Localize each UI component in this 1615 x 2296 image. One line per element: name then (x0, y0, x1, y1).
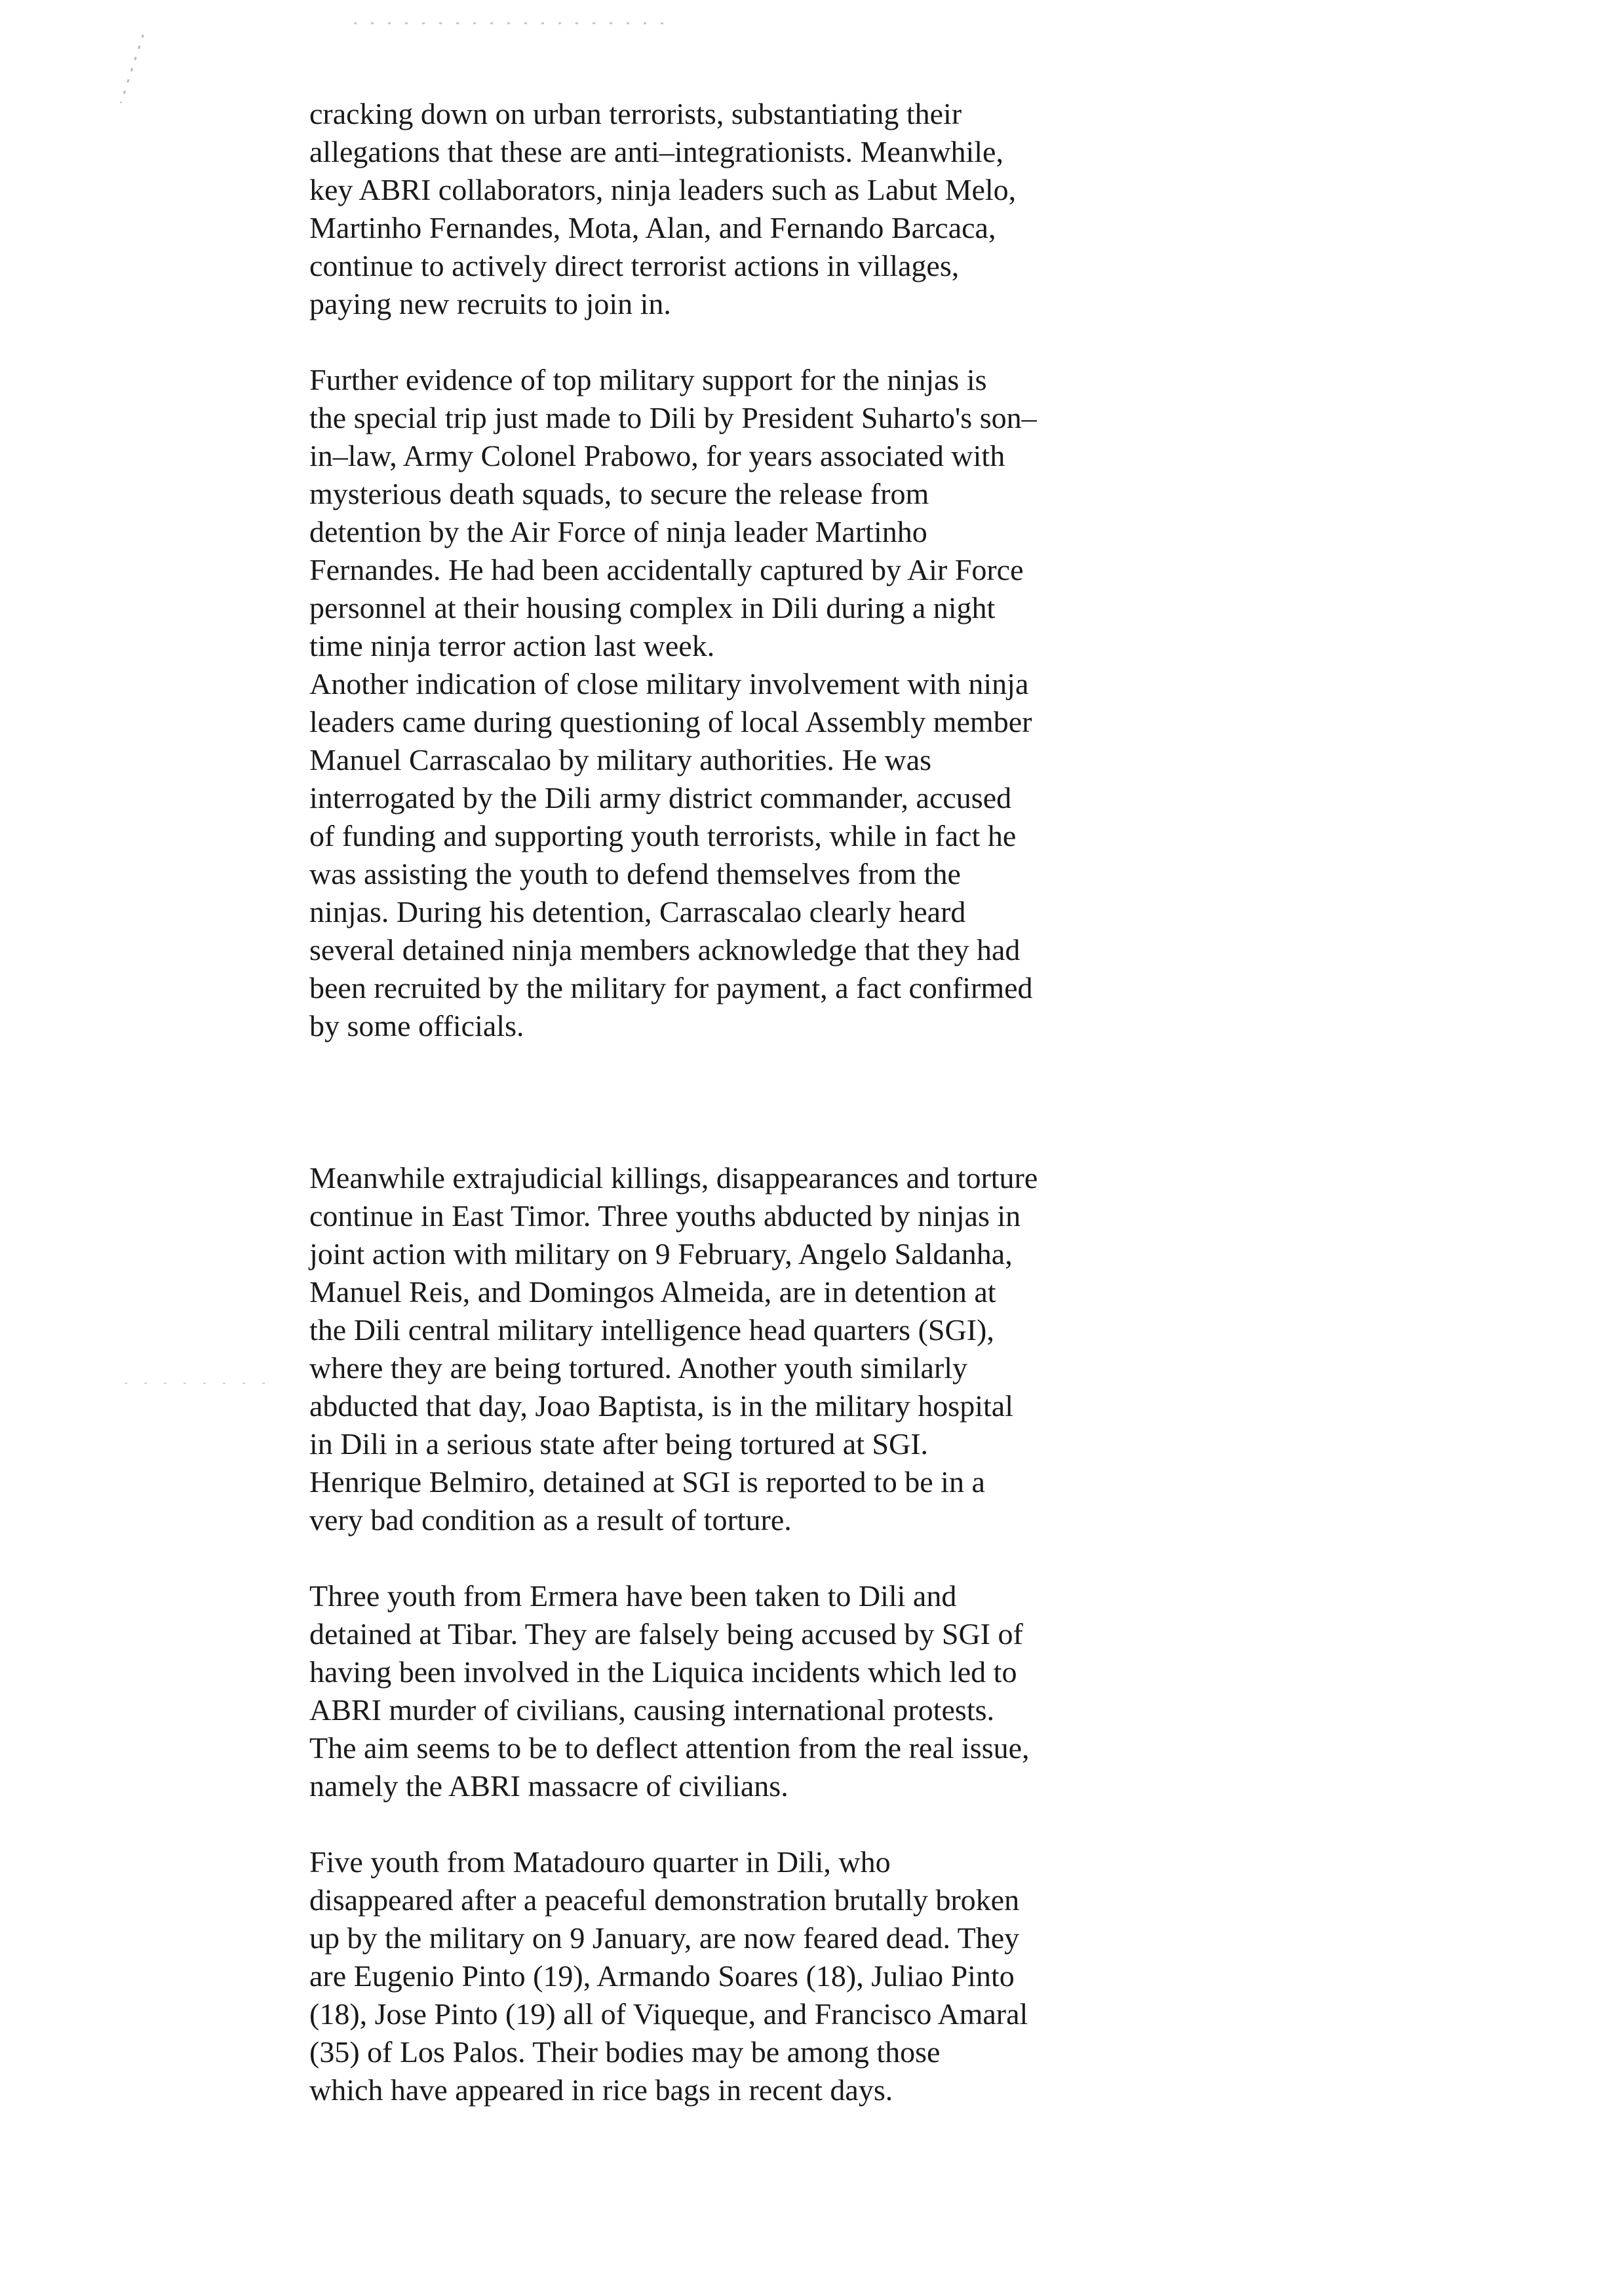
text-line: paying new recruits to join in. (309, 287, 671, 320)
text-line: Meanwhile extrajudicial killings, disappearances and torture (309, 1161, 1038, 1195)
text-line: in Dili in a serious state after being tortured at SGI. (309, 1427, 929, 1461)
text-line: cracking down on urban terrorists, substantiating their (309, 97, 962, 130)
text-line: detention by the Air Force of ninja leader Martinho (309, 515, 927, 548)
text-line: continue to actively direct terrorist actions in villages, (309, 249, 960, 282)
text-line: namely the ABRI massacre of civilians. (309, 1769, 788, 1803)
paragraph-spacer (309, 1045, 1181, 1159)
text-line: Fernandes. He had been accidentally captured by Air Force (309, 553, 1024, 586)
text-line: the special trip just made to Dili by President Suharto's son– (309, 401, 1037, 434)
text-line: interrogated by the Dili army district commander, accused (309, 781, 1012, 814)
text-line: up by the military on 9 January, are now feared dead. They (309, 1921, 1020, 1955)
text-line: been recruited by the military for payment, a fact confirmed (309, 971, 1033, 1004)
scan-artifact-top (354, 22, 669, 24)
text-line: allegations that these are anti–integrationists. Meanwhile, (309, 135, 1003, 168)
text-line: are Eugenio Pinto (19), Armando Soares (18), Juliao Pinto (309, 1959, 1015, 1993)
text-line: personnel at their housing complex in Dili during a night (309, 591, 996, 624)
text-line: Henrique Belmiro, detained at SGI is reported to be in a (309, 1465, 985, 1499)
text-line: (18), Jose Pinto (19) all of Viqueque, and Francisco Amaral (309, 1997, 1028, 2031)
text-line: (35) of Los Palos. Their bodies may be among those (309, 2035, 941, 2069)
text-line: disappeared after a peaceful demonstration brutally broken (309, 1883, 1020, 1917)
text-line: in–law, Army Colonel Prabowo, for years associated with (309, 439, 1005, 472)
document-body (309, 95, 1181, 2109)
paragraph-matadouro-youth (309, 1843, 1181, 2109)
paragraph-spacer (309, 1805, 1181, 1843)
paragraph-spacer (309, 323, 1181, 361)
text-line: Manuel Carrascalao by military authorities. He was (309, 743, 932, 776)
text-line: Five youth from Matadouro quarter in Dili, who (309, 1845, 891, 1879)
text-line: Three youth from Ermera have been taken to Dili and (309, 1579, 957, 1613)
scan-artifact-margin (125, 1383, 282, 1384)
text-line: time ninja terror action last week. (309, 629, 715, 662)
paragraph-killings (309, 1159, 1181, 1539)
text-line: Manuel Reis, and Domingos Almeida, are in detention at (309, 1275, 996, 1309)
text-line: which have appeared in rice bags in recent days. (309, 2073, 893, 2107)
text-line: where they are being tortured. Another youth similarly (309, 1351, 968, 1385)
text-line: of funding and supporting youth terrorists, while in fact he (309, 819, 1017, 852)
text-line: continue in East Timor. Three youths abducted by ninjas in (309, 1199, 1021, 1233)
text-line: several detained ninja members acknowledge that they had (309, 933, 1021, 966)
text-line: leaders came during questioning of local Assembly member (309, 705, 1032, 738)
paragraph-military-support (309, 361, 1181, 1045)
text-line: was assisting the youth to defend themselves from the (309, 857, 961, 890)
scan-artifact-left (120, 34, 144, 104)
text-line: ABRI murder of civilians, causing international protests. (309, 1693, 994, 1727)
text-line: the Dili central military intelligence head quarters (SGI), (309, 1313, 994, 1347)
text-line: ninjas. During his detention, Carrascalao clearly heard (309, 895, 966, 928)
text-line: abducted that day, Joao Baptista, is in the military hospital (309, 1389, 1013, 1423)
text-line: Martinho Fernandes, Mota, Alan, and Fernando Barcaca, (309, 211, 996, 244)
text-line: mysterious death squads, to secure the release from (309, 477, 929, 510)
text-line: key ABRI collaborators, ninja leaders such as Labut Melo, (309, 173, 1017, 206)
text-line: having been involved in the Liquica incidents which led to (309, 1655, 1017, 1689)
paragraph-collaborators (309, 95, 1181, 323)
text-line: Another indication of close military involvement with ninja (309, 667, 1029, 700)
text-line: very bad condition as a result of torture. (309, 1503, 792, 1537)
text-line: The aim seems to be to deflect attention from the real issue, (309, 1731, 1030, 1765)
paragraph-spacer (309, 1539, 1181, 1577)
text-line: by some officials. (309, 1009, 524, 1043)
text-line: detained at Tibar. They are falsely being accused by SGI of (309, 1617, 1023, 1651)
text-line: joint action with military on 9 February, Angelo Saldanha, (309, 1237, 1013, 1271)
text-line: Further evidence of top military support for the ninjas is (309, 363, 987, 396)
paragraph-ermera-youth (309, 1577, 1181, 1805)
